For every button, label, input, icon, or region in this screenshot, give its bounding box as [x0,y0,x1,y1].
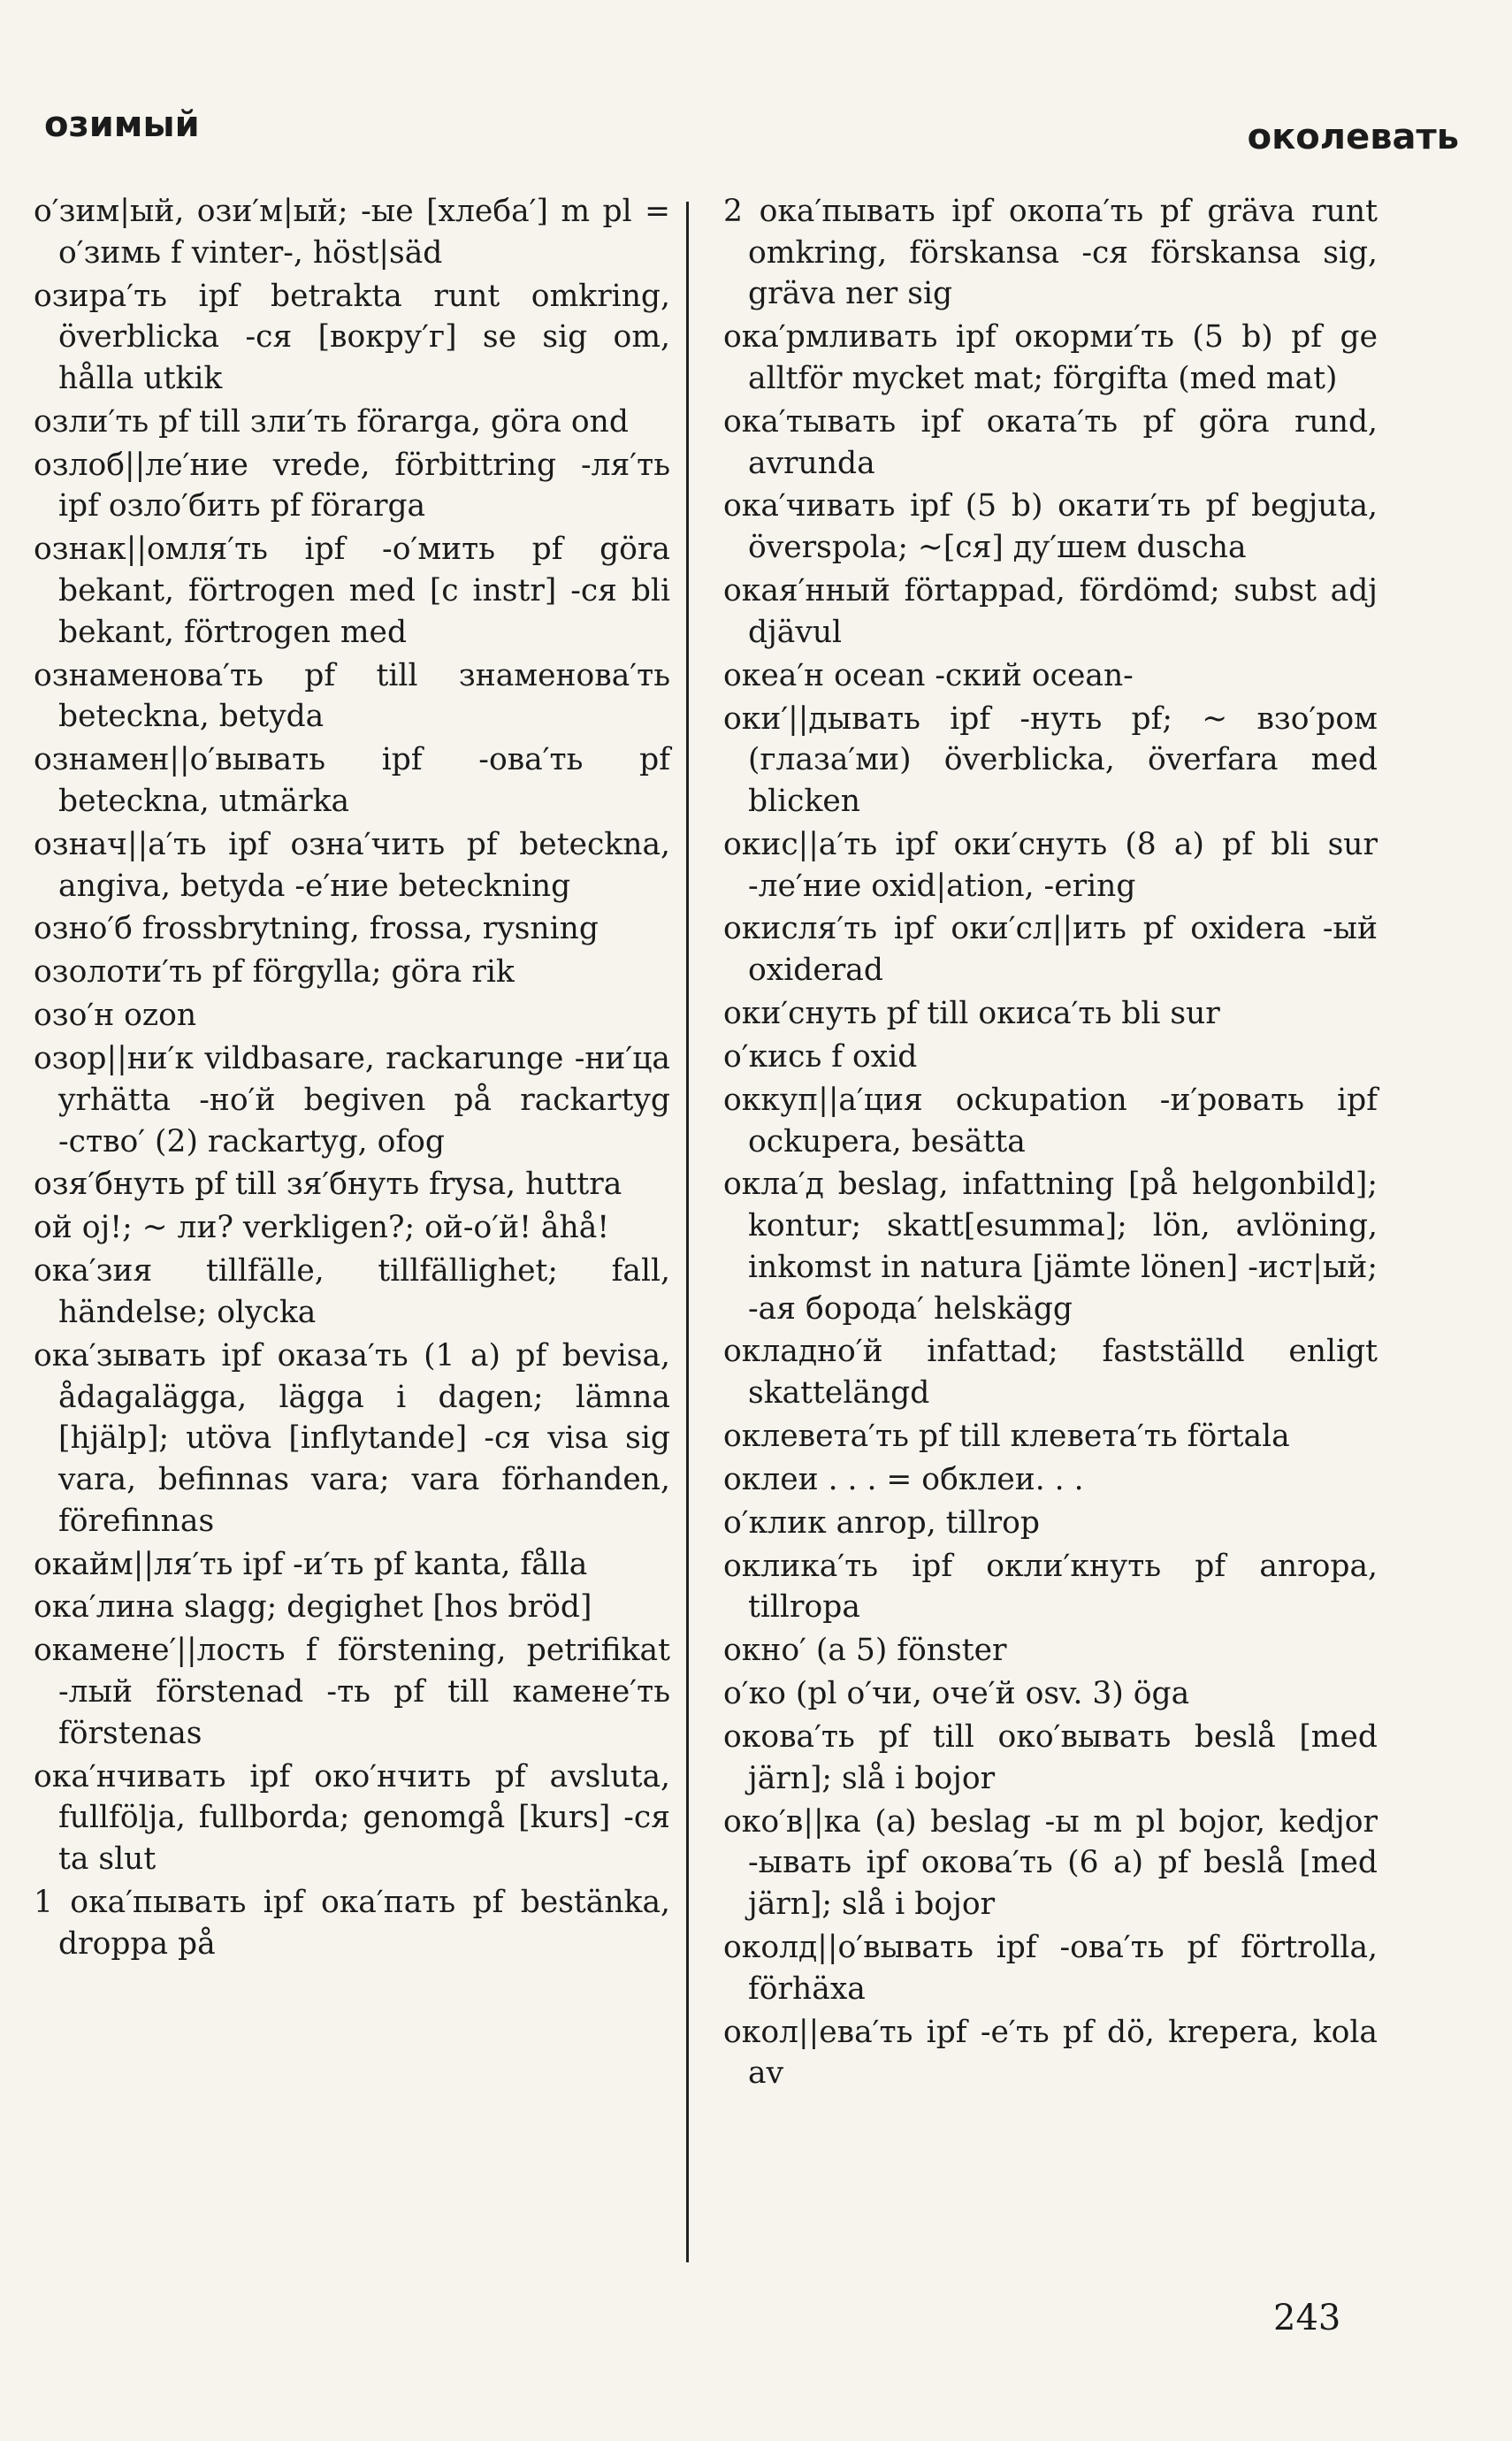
dictionary-entry: ока′рмливать ipf окорми′ть (5 b) pf ge alltför mycket mat; förgifta (med mat) [723,319,1378,396]
dictionary-entry: окамене′||лость f förstening, petrifikat -лый förstenad -ть pf till камене′ть förstenas [34,1633,670,1751]
dictionary-entry: ознаменова′ть pf till знаменова′ть beteckna, betyda [34,657,670,735]
dictionary-entry: ознак||омля′ть ipf -о′мить pf göra bekant, förtrogen med [c instr] -ся bli bekant, förtrogen med [34,532,670,650]
dictionary-entry: окова′ть pf till око′вывать beslå [med järn]; slå i bojor [723,1719,1378,1796]
dictionary-entry: 1 ока′пывать ipf ока′пать pf bestänka, droppa på [34,1884,670,1962]
left-column [34,191,670,1966]
dictionary-entry: оклеи . . . = обклеи. . . [723,1461,1084,1497]
dictionary-entry: озли′ть pf till зли′ть förarga, göra ond [34,403,629,440]
right-column [723,191,1378,2096]
dictionary-entry: ока′зывать ipf оказа′ть (1 a) pf bevisa, ådagalägga, lägga i dagen; lämna [hjälp]; utöva [inflytande] -ся visa sig vara, befinnas vara; vara förhanden, förefinnas [34,1337,670,1539]
dictionary-entry: о′кись f oxid [723,1038,918,1075]
dictionary-entry: окла′д beslag, infattning [på helgonbild]; kontur; skatt[esumma]; lön, avlöning, inkomst in natura [jämte lönen] -ист|ый; -ая борода′ helskägg [723,1167,1378,1327]
dictionary-entry: озолоти′ть pf förgylla; göra rik [34,954,515,991]
header-guide-word-right: околевать [1247,117,1459,157]
dictionary-entry: окая′нный förtappad, fördömd; subst adj djävul [723,573,1378,650]
dictionary-entry: океа′н ocean -ский ocean- [723,657,1134,693]
dictionary-entry: окол||ева′ть ipf -е′ть pf dö, krepera, kola av [723,2014,1378,2092]
dictionary-entry: оки′||дывать ipf -нуть pf; ~ взо′ром (глаза′ми) överblicka, överfara med blicken [723,700,1378,819]
dictionary-entry: озя′бнуть pf till зя′бнуть frysa, huttra [34,1167,622,1203]
dictionary-entry: окладно′й infattad; fastställd enligt skattelängd [723,1334,1378,1412]
dictionary-entry: озно′б frossbrytning, frossa, rysning [34,911,599,947]
dictionary-entry: ока′тывать ipf оката′ть pf göra rund, avrunda [723,403,1378,481]
dictionary-entry: окайм||ля′ть ipf -и′ть pf kanta, fålla [34,1546,588,1582]
dictionary-entry: ой oj!; ~ ли? verkligen?; ой-о′й! åhå! [34,1210,610,1246]
header-guide-word-left: озимый [44,104,200,145]
dictionary-entry: озо′н ozon [34,998,197,1034]
dictionary-entry: околд||о′вывать ipf -ова′ть pf förtrolla, förhäxa [723,1929,1378,2007]
dictionary-entry: окно′ (a 5) fönster [723,1633,1007,1669]
dictionary-entry: окисля′ть ipf оки′сл||ить pf oxidera -ый oxiderad [723,911,1378,989]
page-header [44,104,1459,157]
dictionary-entry: оки′снуть pf till окиса′ть bli sur [723,996,1220,1032]
dictionary-entry: ока′лина slagg; degighet [hos bröd] [34,1589,592,1626]
dictionary-entry: о′клик anrop, tillrop [723,1504,1040,1541]
dictionary-entry: озира′ть ipf betrakta runt omkring, överblicka -ся [вокру′г] se sig om, hålla utkik [34,278,670,396]
dictionary-entry: о′зим|ый, ози′м|ый; -ые [хлеба′] m pl = о′зимь f vinter-, höst|säd [34,194,670,271]
dictionary-entry: оклевета′ть pf till клевета′ть förtala [723,1419,1290,1455]
dictionary-entry: оклика′ть ipf окли′кнуть pf anropa, tillropa [723,1548,1378,1626]
dictionary-entry: о′ко (pl о′чи, оче′й osv. 3) öga [723,1676,1190,1712]
page-number: 243 [1273,2298,1341,2338]
dictionary-entry: ока′зия tillfälle, tillfällighet; fall, händelse; olycka [34,1253,670,1330]
dictionary-entry: 2 ока′пывать ipf окопа′ть pf gräva runt omkring, förskansa -ся förskansa sig, gräva ner sig [723,194,1378,312]
dictionary-entry: озор||ни′к vildbasare, rackarunge -ни′ца yrhätta -но′й begiven på rackartyg -ство′ (2) rackartyg, ofog [34,1041,670,1159]
dictionary-entry: ознамен||о′вывать ipf -ова′ть pf beteckna, utmärka [34,742,670,819]
dictionary-entry: означ||а′ть ipf озна′чить pf beteckna, angiva, betyda -е′ние beteckning [34,826,670,904]
dictionary-entry: озлоб||ле′ние vrede, förbittring -ля′ть ipf озло′бить pf förarga [34,447,670,524]
dictionary-entry: око′в||ка (a) beslag -ы m pl bojor, kedjor -ывать ipf окова′ть (6 a) pf beslå [med järn]; slå i bojor [723,1803,1378,1923]
dictionary-entry: окис||а′ть ipf оки′снуть (8 a) pf bli sur -ле′ние oxid|ation, -ering [723,826,1378,904]
dictionary-entry: ока′чивать ipf (5 b) окати′ть pf begjuta, överspola; ~[ся] ду′шем duscha [723,488,1378,566]
dictionary-entry: ока′нчивать ipf око′нчить pf avsluta, fullfölja, fullborda; genomgå [kurs] -ся ta slut [34,1758,670,1877]
column-divider [686,202,689,2262]
dictionary-entry: оккуп||а′ция ockupation -и′ровать ipf ockupera, besätta [723,1082,1378,1159]
